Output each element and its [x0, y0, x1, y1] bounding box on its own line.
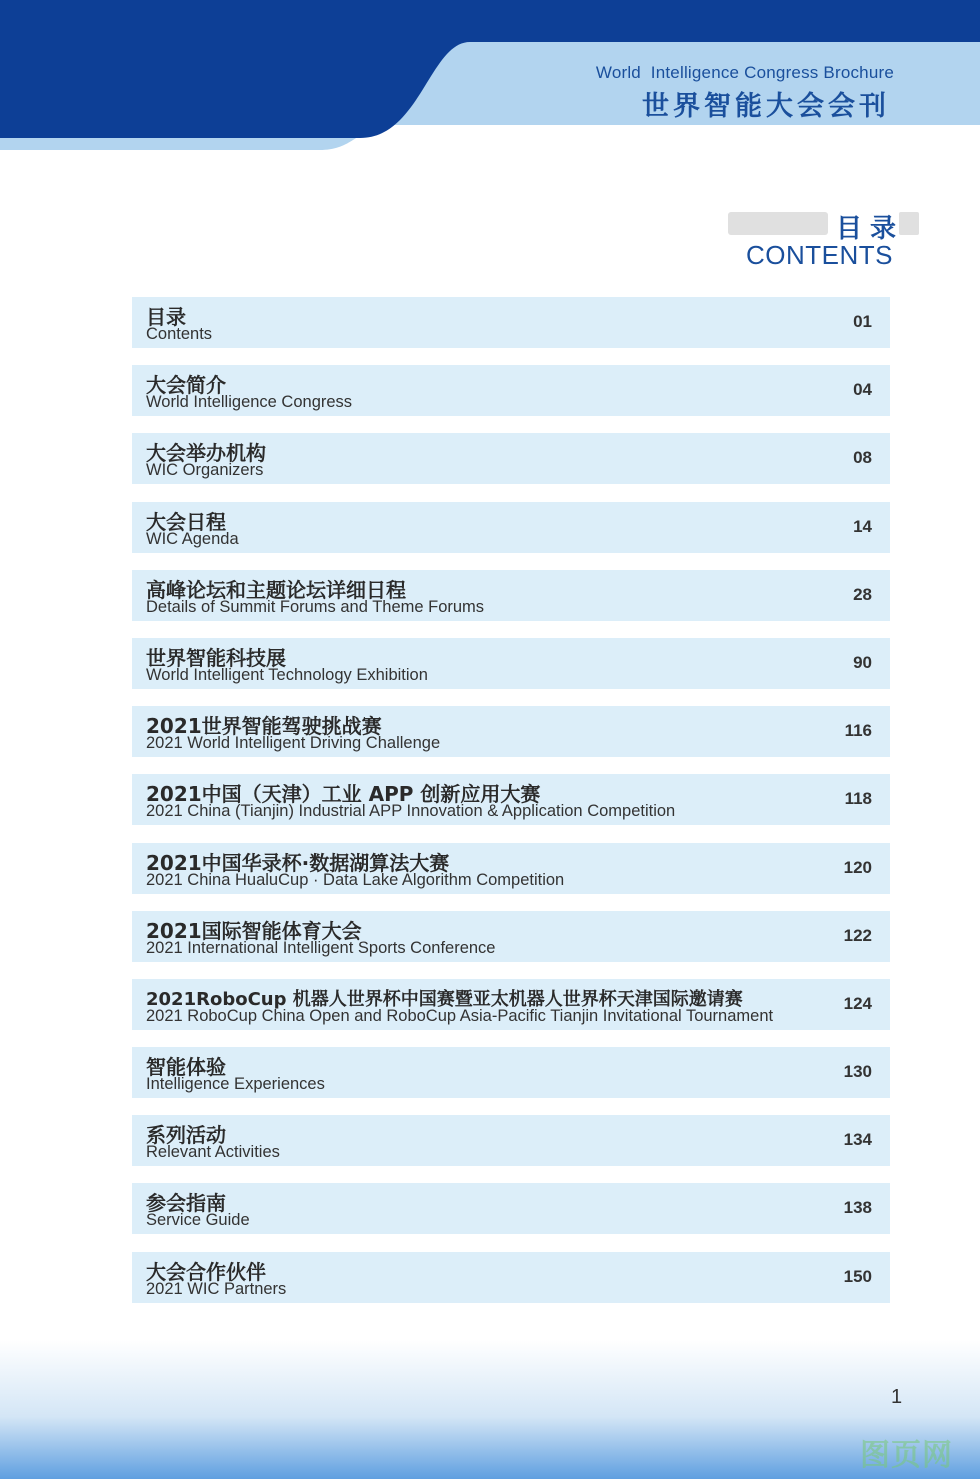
toc-item-title: 参会指南: [146, 1191, 226, 1216]
toc-item-title: 2021中国（天津）工业 APP 创新应用大赛: [146, 782, 541, 807]
toc-item-subtitle: 2021 World Intelligent Driving Challenge: [146, 734, 441, 753]
toc-item-title: 2021中国华录杯·数据湖算法大赛: [146, 850, 450, 875]
toc-item-page-number: 118: [844, 789, 872, 809]
toc-item-page-number: 150: [843, 1266, 872, 1286]
toc-item-page-number: 138: [843, 1198, 872, 1218]
page-number: 1: [891, 1386, 903, 1408]
toc-item-page-number: 04: [853, 380, 872, 400]
toc-item-forums[interactable]: [132, 570, 890, 621]
toc-item-page-number: 116: [844, 721, 872, 741]
toc-item-organizers[interactable]: [132, 433, 890, 484]
toc-item-subtitle: World Intelligence Congress: [146, 393, 353, 412]
toc-item-page-number: 08: [853, 448, 872, 468]
toc-item-page-number: 01: [853, 312, 872, 331]
toc-item-introduction[interactable]: [132, 365, 890, 416]
table-of-contents: [132, 297, 890, 1320]
brand-english-title: World Intelligence Congress Brochure: [595, 63, 894, 82]
toc-item-subtitle: Details of Summit Forums and Theme Forums: [146, 597, 485, 616]
toc-item-subtitle: 2021 China (Tianjin) Industrial APP Innovation & Application Competition: [146, 802, 676, 821]
toc-item-page-number: 14: [853, 516, 872, 536]
footer-gradient: [0, 1340, 980, 1479]
contents-heading-chinese: 目录: [836, 214, 905, 244]
toc-item-page-number: 130: [843, 1062, 872, 1082]
toc-item-page-number: 28: [853, 584, 872, 604]
toc-item-experiences[interactable]: [132, 1047, 890, 1098]
toc-item-subtitle: 2021 RoboCup China Open and RoboCup Asia-Pacific Tianjin Invitational Tournament: [146, 1006, 774, 1025]
toc-item-exhibition[interactable]: [132, 638, 890, 689]
toc-item-title: 系列活动: [146, 1123, 226, 1148]
toc-item-contents[interactable]: [132, 297, 890, 348]
toc-item-subtitle: 2021 China HualuCup · Data Lake Algorithm Competition: [146, 870, 565, 889]
watermark-logo: 图页网: [860, 1438, 953, 1473]
toc-item-title: 2021国际智能体育大会: [146, 918, 362, 943]
toc-item-partners[interactable]: [132, 1252, 890, 1303]
toc-item-subtitle: Service Guide: [146, 1211, 250, 1230]
toc-item-subtitle: World Intelligent Technology Exhibition: [146, 665, 428, 684]
toc-item-subtitle: Relevant Activities: [146, 1143, 280, 1162]
heading-decor-bar-left: [728, 212, 828, 235]
toc-item-page-number: 122: [843, 925, 872, 945]
toc-item-subtitle: 2021 International Intelligent Sports Conference: [146, 938, 496, 957]
brand-chinese-title: 世界智能大会会刊: [642, 91, 890, 122]
toc-item-title: 世界智能科技展: [146, 645, 286, 670]
toc-item-page-number: 124: [843, 993, 872, 1013]
toc-item-title: 高峰论坛和主题论坛详细日程: [146, 577, 406, 602]
toc-item-service-guide[interactable]: [132, 1183, 890, 1234]
toc-item-title: 2021RoboCup 机器人世界杯中国赛暨亚太机器人世界杯天津国际邀请赛: [146, 988, 743, 1010]
toc-item-subtitle: WIC Organizers: [146, 461, 264, 480]
toc-item-page-number: 134: [843, 1130, 872, 1150]
toc-item-driving-challenge[interactable]: [132, 706, 890, 757]
toc-item-title: 大会日程: [146, 509, 226, 534]
toc-item-title: 目录: [146, 305, 186, 329]
toc-item-page-number: 90: [853, 652, 872, 672]
toc-item-title: 大会简介: [146, 373, 226, 398]
toc-item-title: 大会举办机构: [146, 441, 266, 466]
toc-item-title: 大会合作伙伴: [146, 1259, 266, 1284]
toc-item-app-competition[interactable]: [132, 774, 890, 825]
toc-item-subtitle: WIC Agenda: [146, 529, 239, 548]
toc-item-hualu-cup[interactable]: [132, 843, 890, 894]
toc-item-sports-conference[interactable]: [132, 911, 890, 962]
toc-item-robocup[interactable]: [132, 979, 890, 1030]
toc-item-activities[interactable]: [132, 1115, 890, 1166]
toc-item-agenda[interactable]: [132, 502, 890, 553]
toc-item-subtitle: 2021 WIC Partners: [146, 1279, 287, 1298]
toc-item-title: 智能体验: [146, 1055, 226, 1080]
toc-item-page-number: 120: [843, 857, 872, 877]
toc-item-subtitle: Contents: [146, 325, 213, 343]
toc-item-subtitle: Intelligence Experiences: [146, 1075, 325, 1094]
toc-item-title: 2021世界智能驾驶挑战赛: [146, 714, 382, 739]
contents-heading-english: CONTENTS: [746, 240, 893, 270]
